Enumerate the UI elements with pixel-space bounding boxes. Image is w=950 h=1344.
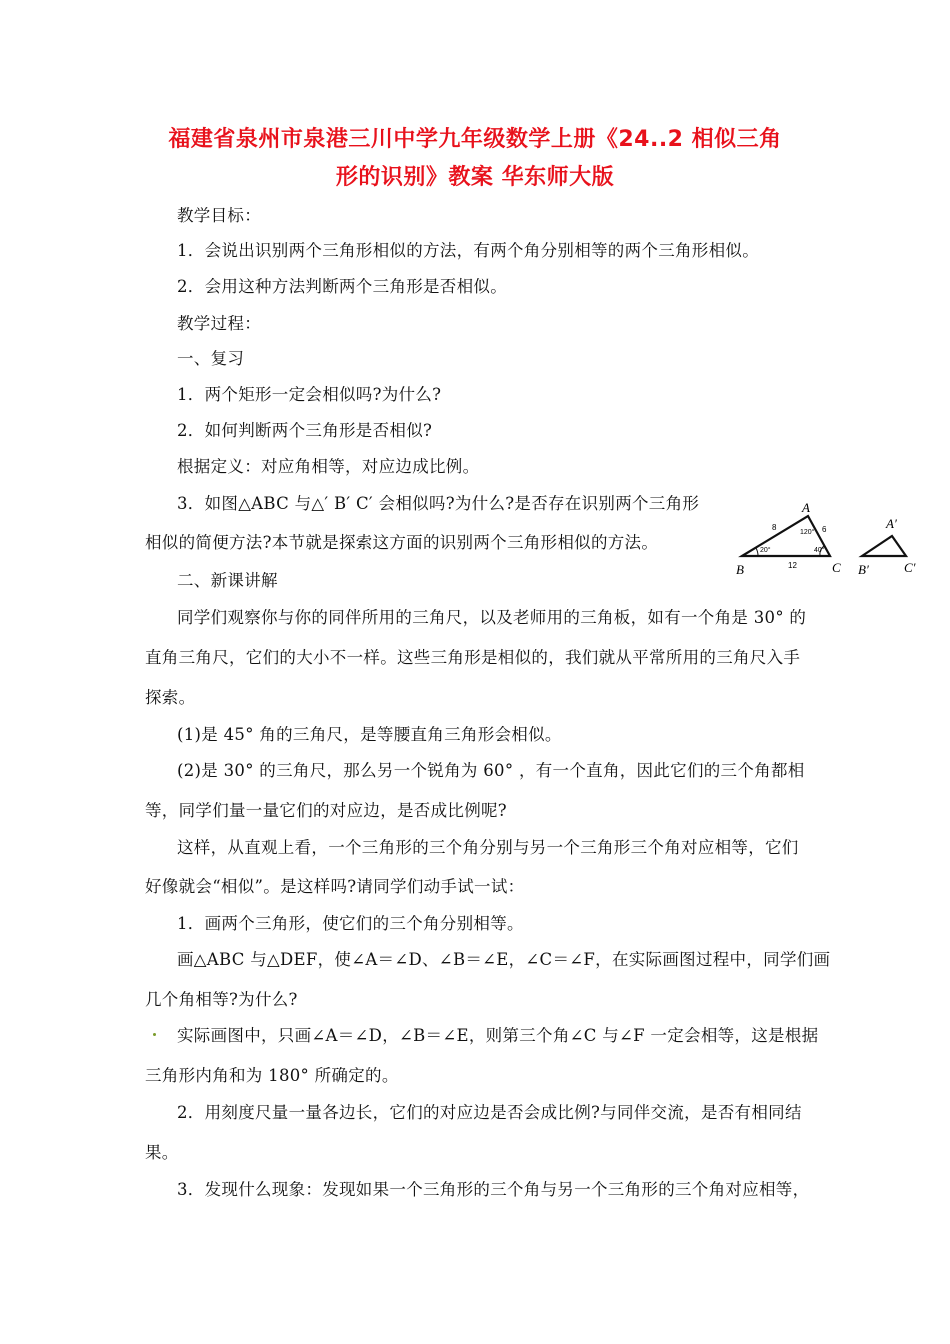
new-lesson-heading: 二、新课讲解: [177, 571, 278, 590]
side-ac-label: 6: [822, 525, 827, 534]
paragraph-5: 1．画两个三角形，使它们的三个角分别相等。: [177, 914, 524, 933]
paragraph-9: 3．发现什么现象：发现如果一个三角形的三个角与另一个三角形的三个角对应相等，: [177, 1180, 810, 1199]
paragraph-3-line1: (2)是 30° 的三角尺，那么另一个锐角为 60° ，有一个直角，因此它们的三个角都相: [177, 761, 805, 780]
paragraph-6-line2: 几个角相等?为什么?: [145, 990, 298, 1009]
paragraph-4-line2: 好像就会“相似”。是这样吗?请同学们动手试一试：: [145, 877, 525, 896]
review-q1: 1．两个矩形一定会相似吗?为什么?: [177, 385, 442, 404]
label-c-prime: C′: [904, 560, 916, 575]
angle-b-label: 20°: [760, 547, 771, 554]
label-b: B: [736, 562, 744, 577]
review-definition: 根据定义：对应角相等，对应边成比例。: [177, 457, 480, 476]
side-ab-label: 8: [772, 523, 777, 532]
paragraph-3-line2: 等，同学们量一量它们的对应边，是否成比例呢?: [145, 801, 507, 820]
paragraph-1-line3: 探索。: [145, 688, 196, 707]
review-q3-line1: 3．如图△ABC 与△′ B′ C′ 会相似吗?为什么?是否存在识别两个三角形: [177, 494, 700, 513]
objectives-heading: 教学目标：: [177, 206, 261, 225]
objective-2: 2．会用这种方法判断两个三角形是否相似。: [177, 277, 507, 296]
paragraph-7-line2: 三角形内角和为 180° 所确定的。: [145, 1066, 399, 1085]
paragraph-1-line1: 同学们观察你与你的同伴所用的三角尺，以及老师用的三角板，如有一个角是 30° 的: [177, 608, 807, 627]
review-q3-line2: 相似的简便方法?本节就是探索这方面的识别两个三角形相似的方法。: [145, 533, 659, 552]
paragraph-2: (1)是 45° 角的三角尺，是等腰直角三角形会相似。: [177, 725, 562, 744]
objective-1: 1．会说出识别两个三角形相似的方法，有两个角分别相等的两个三角形相似。: [177, 241, 759, 260]
angle-arc-b: [756, 548, 758, 556]
paragraph-4-line1: 这样，从直观上看，一个三角形的三个角分别与另一个三角形三个角对应相等，它们: [177, 838, 799, 857]
paragraph-8-line2: 果。: [145, 1143, 179, 1162]
paragraph-6-line1: 画△ABC 与△DEF，使∠A＝∠D、∠B＝∠E，∠C＝∠F，在实际画图过程中，同学们画: [177, 950, 831, 969]
label-a: A: [802, 500, 810, 515]
doc-title-line1: 福建省泉州市泉港三川中学九年级数学上册《24..2 相似三角: [168, 127, 782, 152]
side-bc-label: 12: [788, 561, 797, 570]
triangle-a1b1c1: [862, 536, 906, 556]
angle-a-label: 120°: [800, 529, 815, 536]
angle-c-label: 40°: [814, 547, 825, 554]
paragraph-7-line1: 实际画图中，只画∠A＝∠D，∠B＝∠E，则第三个角∠C 与∠F 一定会相等，这是根据: [177, 1026, 819, 1045]
label-b-prime: B′: [858, 562, 869, 577]
review-q2: 2．如何判断两个三角形是否相似?: [177, 421, 433, 440]
label-a-prime: A′: [886, 516, 897, 531]
review-heading: 一、复习: [177, 349, 245, 368]
label-c: C: [832, 560, 841, 575]
stray-dot-1: [153, 1033, 156, 1036]
paragraph-8-line1: 2．用刻度尺量一量各边长，它们的对应边是否会成比例?与同伴交流，是否有相同结: [177, 1103, 802, 1122]
process-heading: 教学过程：: [177, 314, 261, 333]
paragraph-1-line2: 直角三角尺，它们的大小不一样。这些三角形是相似的，我们就从平常所用的三角尺入手: [145, 648, 801, 667]
similar-triangles-figure: [730, 488, 930, 588]
doc-title-line2: 形的识别》教案 华东师大版: [335, 165, 615, 190]
